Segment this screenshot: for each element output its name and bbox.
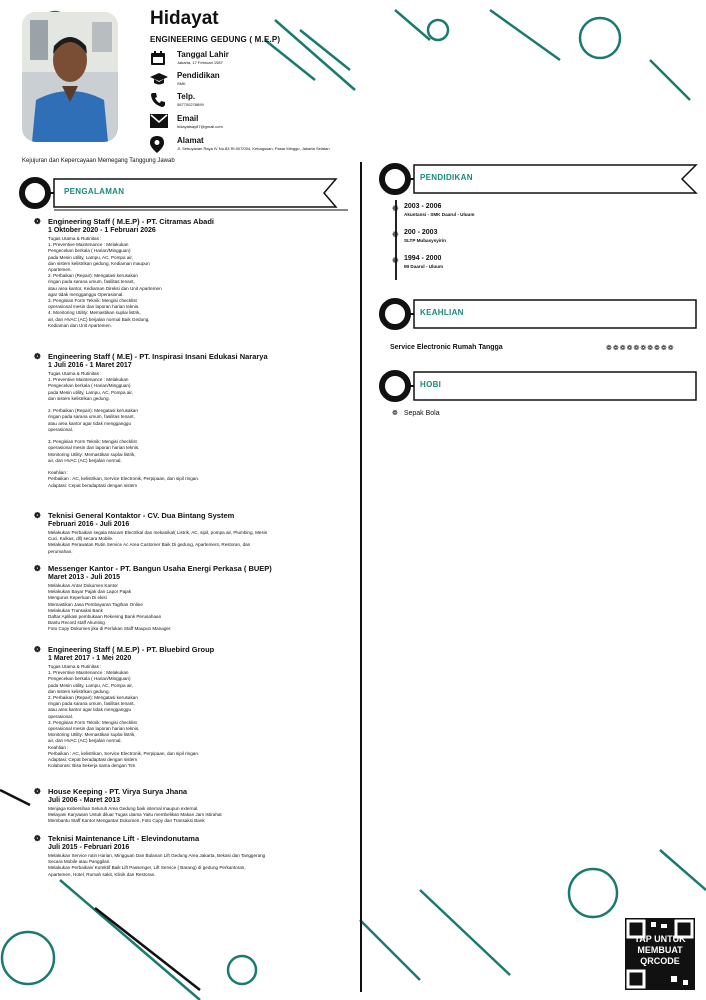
- description-line: 3. Pengisian Form Teknik: Mengisi checklist: [48, 298, 137, 304]
- description-line: Tugas Utama & Rutinitas :: [48, 664, 102, 669]
- description-line: 3. Pengisian Form Teknik: Mengisi checklist: [48, 439, 137, 445]
- job-title: Engineering Staff ( M.E.P) - PT. Citramas Abadi: [48, 217, 214, 226]
- job-description: [36, 806, 352, 825]
- description-line: Kediaman dan Unit Apartemen.: [48, 322, 112, 328]
- description-line: Cuci, Kulkas, dll) secara Mobile.: [48, 536, 114, 542]
- description-line: Perbaikan : AC, kelistrikan, Service Electronik, Perpipaan, dan sipil ringan.: [48, 750, 200, 756]
- description-line: pada Mesin utility, Lampu, AC, Pompa air,: [48, 682, 133, 688]
- description-line: atau area kantor, Kediaman Direksi dan Unit Apartemen: [48, 285, 162, 291]
- description-line: Apartemen, Hotel, Rumah sakit, Klinik dan Restoran.: [48, 871, 156, 877]
- education-years: 2003 - 2006: [404, 203, 442, 210]
- description-line: Adaptasi: Cepat beradaptasi dengan sistem: [48, 757, 138, 763]
- description-line: Melakukan Perbaikan/ Korektif Baik Lift Passenger, Lift Service ( Barang) di gedung Perkantoran,: [48, 865, 246, 871]
- hobby-title: HOBI: [420, 380, 442, 389]
- experience-entry: [36, 645, 352, 769]
- description-line: Bantu Record staff Akunting: [48, 620, 105, 626]
- description-line: pada Mesin utility, Lampu, AC, Pompa air,: [48, 254, 133, 260]
- job-description: [36, 853, 352, 878]
- job-description: [36, 664, 352, 769]
- bullet-icon: ❁: [34, 511, 41, 520]
- bullet-icon: ❁: [392, 256, 399, 265]
- description-line: Melakukan Service rutin Harian, Mingguan Dan Bulanan Lift Gedung Area Jakarta, Bekasi dan Tanggerang: [48, 853, 266, 858]
- description-line: 1. Preventive Maintenance : Melakukan: [48, 242, 129, 248]
- qr-code-label: TAP UNTUK MEMBUAT QRCODE: [634, 934, 686, 966]
- description-line: 1. Preventive Maintenance : Melakukan: [48, 377, 129, 383]
- education-years: 200 - 2003: [404, 229, 438, 236]
- description-line: Melakukan Transaksi Bank: [48, 607, 103, 613]
- description-line: Foto Copy Dokumen jika di Perlukan Staff Maupun Manager.: [48, 626, 172, 632]
- contact-email: [150, 114, 390, 138]
- job-description: [36, 583, 352, 633]
- job-title: House Keeping - PT. Virya Surya Jhana: [48, 787, 188, 796]
- tagline: Kejujuran dan Kepercayaan Memegang Tanggung Jawab: [22, 158, 175, 164]
- skills-section-header: [378, 294, 698, 334]
- graduation-cap-icon: [150, 71, 166, 87]
- experience-entry: [36, 352, 352, 489]
- experience-entry: [36, 511, 352, 555]
- job-description: [36, 530, 352, 555]
- description-line: dan sistem kelistrikan gedung, Kediaman maupun: [48, 260, 150, 266]
- bullet-icon: ❁: [34, 217, 41, 226]
- description-line: atau area kantor agar tidak mengganggu: [48, 420, 132, 426]
- description-line: Keahlian :: [48, 744, 69, 750]
- job-dates: Februari 2016 - Juli 2016: [48, 521, 130, 528]
- description-line: Daftar Aplikasi pembukaan Rekening Bank Perusahaan: [48, 614, 162, 620]
- candidate-name: Hidayat: [150, 8, 219, 29]
- education-item: [390, 202, 680, 218]
- job-description: [36, 371, 352, 489]
- contact-label: Alamat: [177, 136, 204, 145]
- description-line: Mengurus Keperluan Di ekisi: [48, 595, 107, 601]
- bullet-icon: ❁: [34, 645, 41, 654]
- description-line: Apartemen.: [48, 267, 72, 273]
- description-line: air, dan HVAC (AC) berjalan normal.: [48, 457, 122, 463]
- description-line: 3. Pengisian Form Teknik: Mengisi checklist: [48, 719, 137, 725]
- description-line: 2. Perbaikan (Repair): Mengatasi kerusakan: [48, 695, 138, 701]
- bullet-icon: ❁: [34, 787, 41, 796]
- job-title: Teknisi Maintenance Lift - Elevindonutama: [48, 834, 200, 843]
- bullet-icon: ❁: [34, 834, 41, 843]
- description-line: ringan pada sarana umum, fasilitas tenant,: [48, 701, 135, 707]
- experience-entry: [36, 787, 352, 825]
- description-line: Tugas Utama & Rutinitas :: [48, 236, 102, 241]
- phone-icon: [150, 92, 166, 108]
- job-dates: Juli 2006 - Maret 2013: [48, 797, 120, 804]
- job-dates: 1 Maret 2017 - 1 Mei 2020: [48, 655, 132, 662]
- description-line: operasional mesin dan laporan harian teknis.: [48, 445, 140, 451]
- bullet-icon: ❁: [392, 230, 399, 239]
- envelope-icon: [150, 114, 166, 130]
- description-line: Adaptasi: Cepat beradaptasi dengan sistem: [48, 482, 138, 488]
- education-school: MI Daarul - Uluum: [404, 264, 444, 269]
- bullet-icon: ❁: [34, 564, 41, 573]
- candidate-role: ENGINEERING GEDUNG ( M.E.P): [150, 35, 281, 44]
- description-line: Menjaga Kebersihan Seluruh Area Gedung baik internal maupun external.: [48, 806, 199, 811]
- description-line: air, dan HVAC (AC) berjalan normal Baik Gedung,: [48, 316, 150, 322]
- description-line: Secara Mobile atau Panggilan.: [48, 859, 111, 865]
- description-line: ringan pada sarana umum, fasilitas tenant,: [48, 414, 135, 420]
- description-line: Melakukan Bayar Pajak dan Lapor Pajak: [48, 589, 131, 595]
- job-dates: 1 Oktober 2020 - 1 Februari 2026: [48, 227, 156, 234]
- qr-code-button[interactable]: [625, 918, 695, 990]
- contact-value: hidayatsay87@gmail.com: [177, 124, 223, 129]
- experience-section-header: [18, 173, 358, 213]
- description-line: 2. Perbaikan (Repair): Mengatasi kerusakan: [48, 273, 138, 279]
- contact-label: Tanggal Lahir: [177, 50, 229, 59]
- job-dates: Juli 2015 - Februari 2016: [48, 844, 130, 851]
- education-item: [390, 254, 680, 270]
- education-title: PENDIDIKAN: [420, 173, 473, 182]
- description-line: Membantu Staff Kantor Mengantar Dokumen, Foto Copy dan Transaksi Bank: [48, 818, 205, 824]
- description-line: Pengecekan berkala ( Harian/Mingguan): [48, 676, 131, 682]
- education-school: Akuntansi - SMK Daarul - Uluum: [404, 212, 475, 217]
- job-title: Engineering Staff ( M.E) - PT. Inspirasi Insani Edukasi Nararya: [48, 352, 268, 361]
- contact-value: Jakarta, 17 Februari 1987: [177, 60, 223, 65]
- location-pin-icon: [150, 136, 166, 152]
- description-line: Pengecekan berkala ( Harian/Mingguan): [48, 248, 131, 254]
- job-title: Engineering Staff ( M.E.P) - PT. Bluebird Group: [48, 645, 215, 654]
- description-line: Tugas Utama & Rutinitas :: [48, 371, 102, 376]
- experience-entry: [36, 217, 352, 329]
- education-item: [390, 228, 680, 244]
- description-line: Memastikan Jasa Pembayaran Tagihan Online: [48, 601, 143, 607]
- bullet-icon: ❁: [34, 352, 41, 361]
- job-description: [36, 236, 352, 329]
- contact-label: Telp.: [177, 92, 196, 101]
- education-years: 1994 - 2000: [404, 255, 442, 262]
- experience-entry: [36, 564, 352, 633]
- experience-title: PENGALAMAN: [64, 187, 125, 196]
- description-line: Melakukan Perbaikan segala Macam Electrikal dan mekanikal( Listrik, AC, sipil, pompa air, Plumbing, Mesin: [48, 530, 268, 535]
- hobby-item: [392, 409, 440, 417]
- education-section-header: [378, 159, 698, 199]
- job-title: Teknisi General Kontaktor - CV. Dua Bintang System: [48, 511, 235, 520]
- contact-address: [150, 136, 390, 160]
- column-divider: [360, 162, 362, 992]
- contact-value: Jl. Sebuyanan Raya IV No.83 Rt.007/004, Kebagusan, Pasar Minggu, Jakarta Selatan: [177, 146, 330, 151]
- description-line: Melakukan Antar Dokumen Kantor: [48, 583, 118, 588]
- profile-photo: [22, 12, 118, 142]
- description-line: Monitoring Utility: Memastikan suplai listrik,: [48, 451, 136, 457]
- education-school: SLTP Mubasysyirin: [404, 238, 446, 243]
- bullet-icon: ❁: [392, 410, 398, 417]
- description-line: atau area kantor agar tidak mengganggu: [48, 707, 132, 713]
- description-line: Melakukan Perawatan Rutin Service Ac Area Customer Baik Di gedung, Apartement, Restoran, dan: [48, 542, 251, 548]
- job-title: Messenger Kantor - PT. Bangun Usaha Energi Perkasa ( BUEP): [48, 564, 272, 573]
- contact-value: 087700278899: [177, 102, 204, 107]
- description-line: dan sistem kelistrikan gedung.: [48, 395, 110, 401]
- skills-title: KEAHLIAN: [420, 308, 464, 317]
- hobby-section-header: [378, 366, 698, 406]
- description-line: air, dan HVAC (AC) berjalan normal.: [48, 738, 122, 744]
- description-line: Monitoring Utility: Memastikan suplai listrik,: [48, 732, 136, 738]
- contact-value: SMK: [177, 81, 186, 86]
- description-line: dan sistem kelistrikan gedung.: [48, 688, 110, 694]
- calendar-icon: [150, 50, 166, 66]
- description-line: Keahlian :: [48, 470, 69, 476]
- bullet-icon: ❁: [392, 204, 399, 213]
- description-line: pada Mesin utility, Lampu, AC, Pompa air,: [48, 389, 133, 395]
- description-line: ringan pada sarana umum, fasilitas tenant,: [48, 279, 135, 285]
- job-dates: 1 Juli 2016 - 1 Maret 2017: [48, 362, 132, 369]
- contact-label: Email: [177, 114, 199, 123]
- description-line: operasional.: [48, 713, 74, 719]
- description-line: Melayani Karyawan Untuk diluar Tugas utama Yaitu membelikan Makan Jam Istirahat: [48, 812, 222, 818]
- contact-label: Pendidikan: [177, 71, 220, 80]
- job-dates: Maret 2013 - Juli 2015: [48, 574, 120, 581]
- description-line: perumahan.: [48, 548, 73, 554]
- description-line: 1. Preventive Maintenance : Melakukan: [48, 670, 129, 676]
- skill-rating: ❁❁❁❁❁❁❁❁❁❁: [606, 345, 675, 352]
- description-line: operasional mesin dan laporan harian teknis.: [48, 726, 140, 732]
- description-line: agar tidak mengganggu Operasional.: [48, 291, 124, 297]
- description-line: Pengecekan berkala ( Harian/Mingguan): [48, 383, 131, 389]
- contact-phone: [150, 92, 390, 116]
- description-line: operasional.: [48, 426, 74, 432]
- description-line: operasional mesin dan laporan harian teknis.: [48, 304, 140, 310]
- description-line: Kolaborasi: Bisa bekerja sama dengan Tim: [48, 763, 136, 769]
- description-line: Perbaikan : AC, kelistrikan, Service Electronik, Perpipaan, dan sipil ringan.: [48, 476, 200, 482]
- hobby-label: Sepak Bola: [403, 410, 440, 417]
- description-line: 2. Perbaikan (Repair): Mengatasi kerusakan: [48, 408, 138, 414]
- skill-name: Service Electronic Rumah Tangga: [390, 344, 503, 351]
- experience-entry: [36, 834, 352, 878]
- description-line: 4. Monitoring Utility: Memastikan suplai listrik,: [48, 310, 141, 316]
